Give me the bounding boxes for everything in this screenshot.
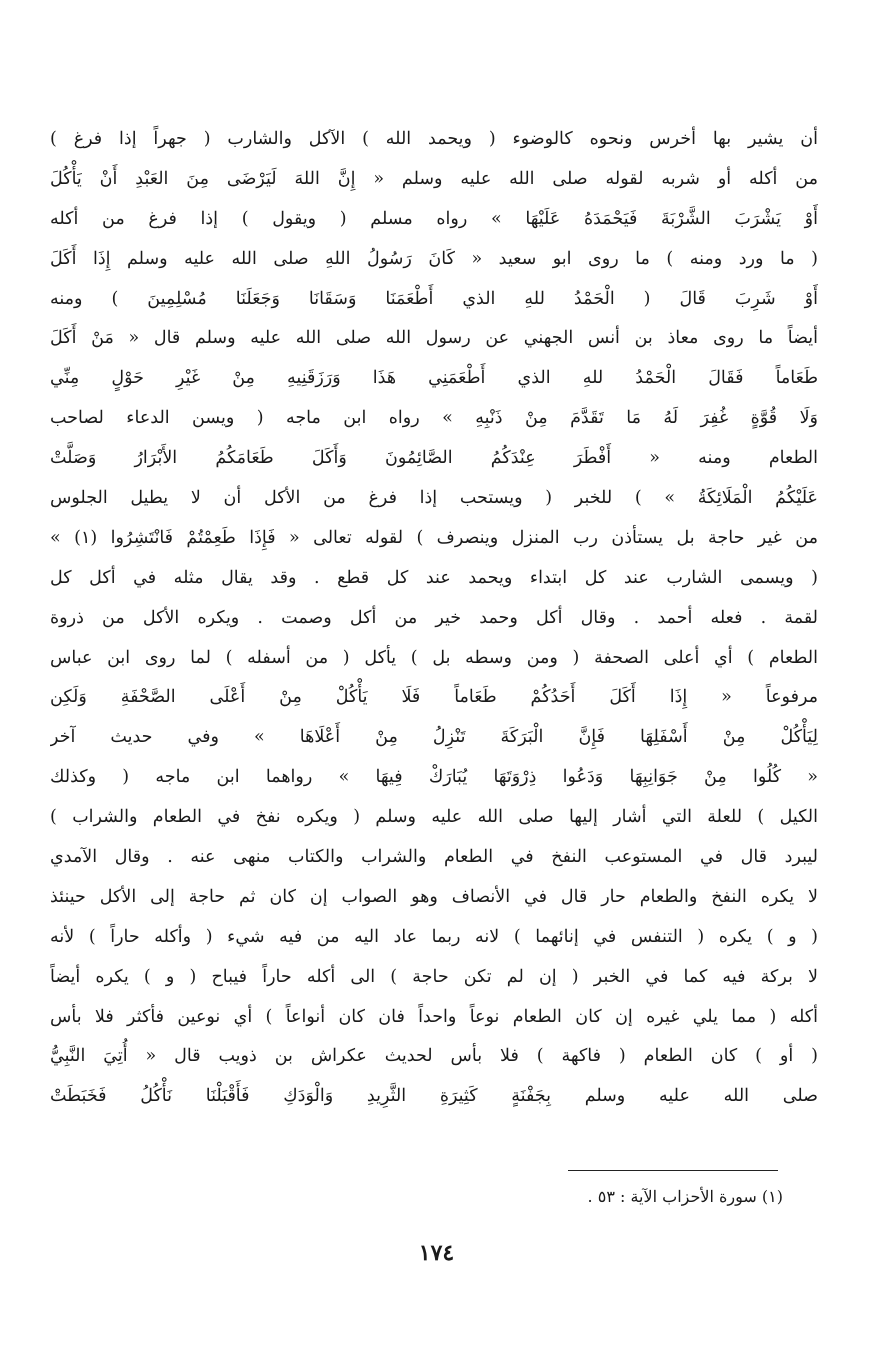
text-line: من أكله أو شربه لقوله صلى الله عليه وسلم « إِنَّ اللهَ لَيَرْضَى مِنَ العَبْدِ أَنْ يَأْكُلَ — [50, 168, 818, 189]
text-line: أَوْ يَشْرَبَ الشَّرْبَةَ فَيَحْمَدَهُ عَلَيْهَا » رواه مسلم ( ويقول ) إذا فرغ من أكله — [50, 208, 818, 229]
text-line: الطعام ومنه « أَفْطَرَ عِنْدَكُمُ الصَّائِمُونَ وَأَكَلَ طَعَامَكُمُ الأَبْرَارُ وَصَلَّتْ — [50, 448, 818, 469]
text-line: من غير حاجة بل يستأذن رب المنزل وينصرف ) لقوله تعالى « فَإِذَا طَعِمْتُمْ فَانْتَشِرُوا (١) » — [50, 527, 818, 548]
text-line: عَلَيْكُمُ الْمَلَائِكَةُ » ) للخبر ( ويستحب إذا فرغ من الأكل أن لا يطيل الجلوس — [50, 488, 818, 509]
text-line: طَعَاماً فَقَالَ الْحَمْدُ للهِ الذي أَطْعَمَنِي هَذَا وَرَزَقَنِيهِ مِنْ غَيْرِ حَوْلٍ مِنِّي — [50, 368, 818, 389]
text-line: أكله ( مما يلي غيره إن كان الطعام نوعاً واحداً فان كان أنواعاً ) أي نوعين فأكثر فلا بأس — [50, 1006, 818, 1027]
text-line: لِيَأْكُلْ مِنْ أَسْفَلِهَا فَإِنَّ الْبَرَكَةَ تَنْزِلُ مِنْ أَعْلَاهَا » وفي حديث آخر — [50, 727, 818, 748]
text-line: ( أو ) كان الطعام ( فاكهة ) فلا بأس لحديث عكراش بن ذويب قال « أُتِيَ النَّبِيُّ — [50, 1046, 818, 1067]
page-number: ١٧٤ — [418, 1240, 455, 1266]
text-line: الطعام ) أي أعلى الصحفة ( ومن وسطه بل ) يأكل ( من أسفله ) لما روى ابن عباس — [50, 647, 818, 668]
text-line: ( ما ورد ومنه ) ما روى ابو سعيد « كَانَ رَسُولُ اللهِ صلى الله عليه وسلم إِذَا أَكَلَ — [50, 248, 818, 269]
text-line: لقمة . فعله أحمد . وقال أكل وحمد خير من أكل وصمت . ويكره الأكل من ذروة — [50, 607, 818, 628]
text-line: ( ويسمى الشارب عند كل ابتداء ويحمد عند كل قطع . وقد يقال مثله في أكل كل — [50, 567, 818, 588]
text-line: ليبرد قال في المستوعب النفخ في الطعام والشراب والكتاب منهى عنه . وقال الآمدي — [50, 847, 818, 868]
text-line: « كُلُوا مِنْ جَوَانِبِهَا وَدَعُوا ذِرْوَتَهَا يُبَارَكْ فِيهَا » رواهما ابن ماجه ( وكذلك — [50, 767, 818, 788]
text-line: لا بركة فيه كما في الخبر ( إن لم تكن حاجة ) الى أكله حاراً فيباح ( و ) يكره أيضاً — [50, 966, 818, 987]
text-line: مرفوعاً « إِذَا أَكَلَ أَحَدُكُمْ طَعَاماً فَلَا يَأْكُلْ مِنْ أَعْلَى الصَّحْفَةِ وَلَكِن — [50, 687, 818, 708]
text-line: وَلَا قُوَّةٍ غُفِرَ لَهُ مَا تَقَدَّمَ مِنْ ذَنْبِهِ » رواه ابن ماجه ( ويسن الدعاء لصاحب — [50, 408, 818, 429]
footnote-separator — [568, 1170, 778, 1171]
text-line: لا يكره النفخ والطعام حار قال في الأنصاف وهو الصواب إن كان ثم حاجة إلى الأكل حينئذ — [50, 886, 818, 907]
text-line: ( و ) يكره ( التنفس في إنائهما ) لانه ربما عاد اليه من فيه شيء ( وأكله حاراً ) لأنه — [50, 926, 818, 947]
text-line: الكيل ) للعلة التي أشار إليها صلى الله عليه وسلم ( ويكره نفخ في الطعام والشراب ) — [50, 807, 818, 828]
text-line: صلى الله عليه وسلم بِجَفْنَةٍ كَثِيرَةِ الثَّرِيدِ وَالْوَدَكِ فَأَقْبَلْنَا نَأْكُلُ فَخَبَطَتْ — [50, 1086, 818, 1107]
main-text-block — [50, 120, 818, 1117]
footnote: (١) سورة الأحزاب الآية : ٥٣ . — [587, 1187, 783, 1206]
text-line: أَوْ شَرِبَ قَالَ ( الْحَمْدُ للهِ الذي أَطْعَمَنَا وَسَقَانَا وَجَعَلَنَا مُسْلِمِينَ ) ومنه — [50, 288, 818, 309]
text-line: أن يشير بها أخرس ونحوه كالوضوء ( ويحمد الله ) الآكل والشارب ( جهراً إذا فرغ ) — [50, 129, 818, 149]
text-line: أيضاً ما روى معاذ بن أنس الجهني عن رسول الله صلى الله عليه وسلم قال « مَنْ أَكَلَ — [50, 328, 818, 349]
